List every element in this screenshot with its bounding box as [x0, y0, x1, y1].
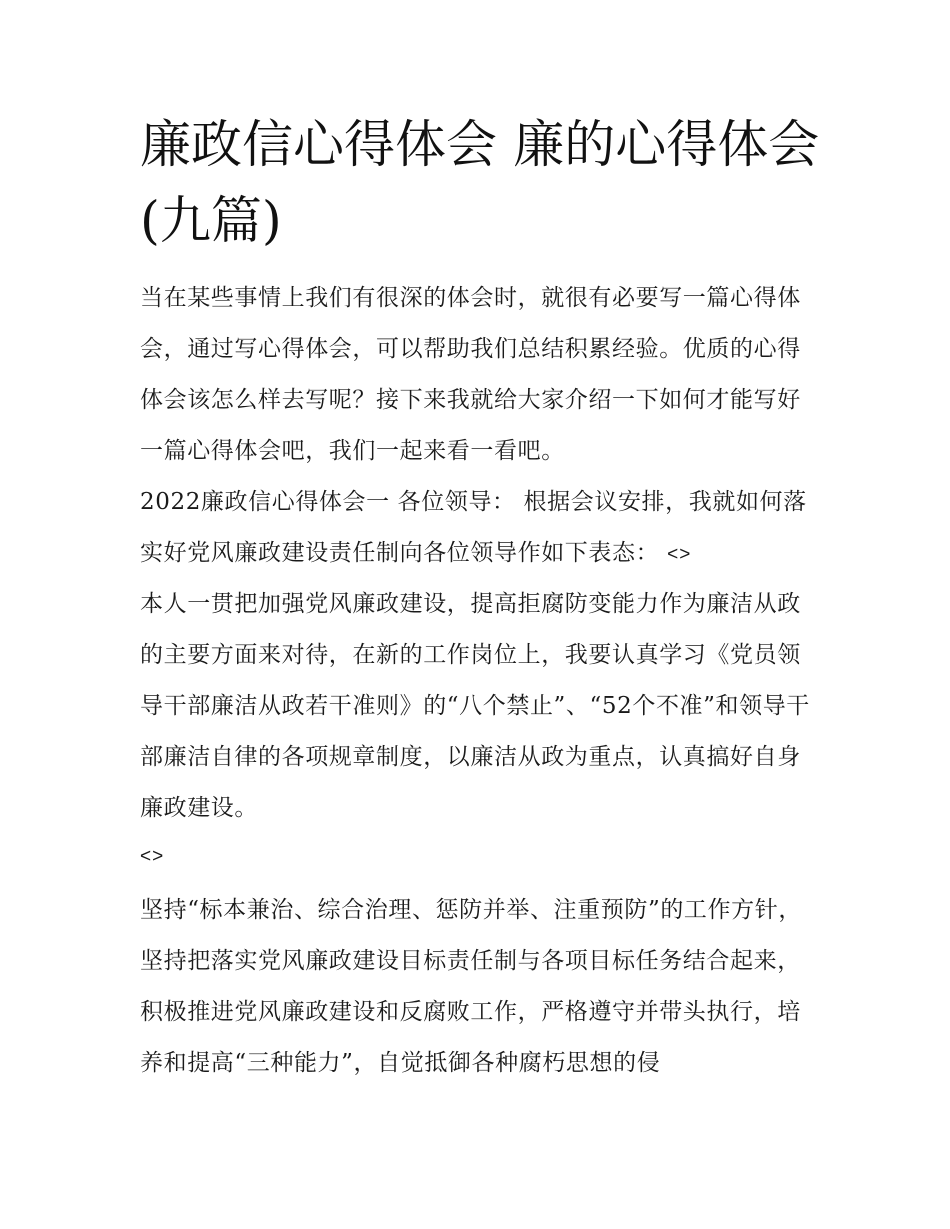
- paragraph-2: [140, 477, 820, 579]
- paragraph-intro: 当在某些事情上我们有很深的体会时，就很有必要写一篇心得体会，通过写心得体会，可以帮助我们总结积累经验。优质的心得体会该怎么样去写呢？接下来我就给大家介绍一下如何才能写好一篇心得体会吧，我们一起来看一看吧。: [140, 285, 801, 464]
- paragraph-3: 本人一贯把加强党风廉政建设，提高拒腐防变能力作为廉洁从政的主要方面来对待，在新的工作岗位上，我要认真学习《党员领导干部廉洁从政若干准则》的“八个禁止”、“52个不准”和领导干部廉洁自律的各项规章制度，以廉洁从政为重点，认真搞好自身廉政建设。: [140, 591, 810, 821]
- standalone-marker: <>: [140, 846, 165, 867]
- document-content: [140, 108, 820, 1089]
- document-title: 廉政信心得体会 廉的心得体会(九篇): [140, 116, 820, 251]
- paragraph-2-marker: <>: [667, 544, 692, 565]
- paragraph-2-text: 2022廉政信心得体会一 各位领导： 根据会议安排，我就如何落实好党风廉政建设责任制向各位领导作如下表态：: [140, 489, 807, 566]
- paragraph-4: 坚持“标本兼治、综合治理、惩防并举、注重预防”的工作方针，坚持把落实党风廉政建设目标责任制与各项目标任务结合起来，积极推进党风廉政建设和反腐败工作，严格遵守并带头执行，培养和提高“三种能力”，自觉抵御各种腐朽思想的侵: [140, 897, 802, 1076]
